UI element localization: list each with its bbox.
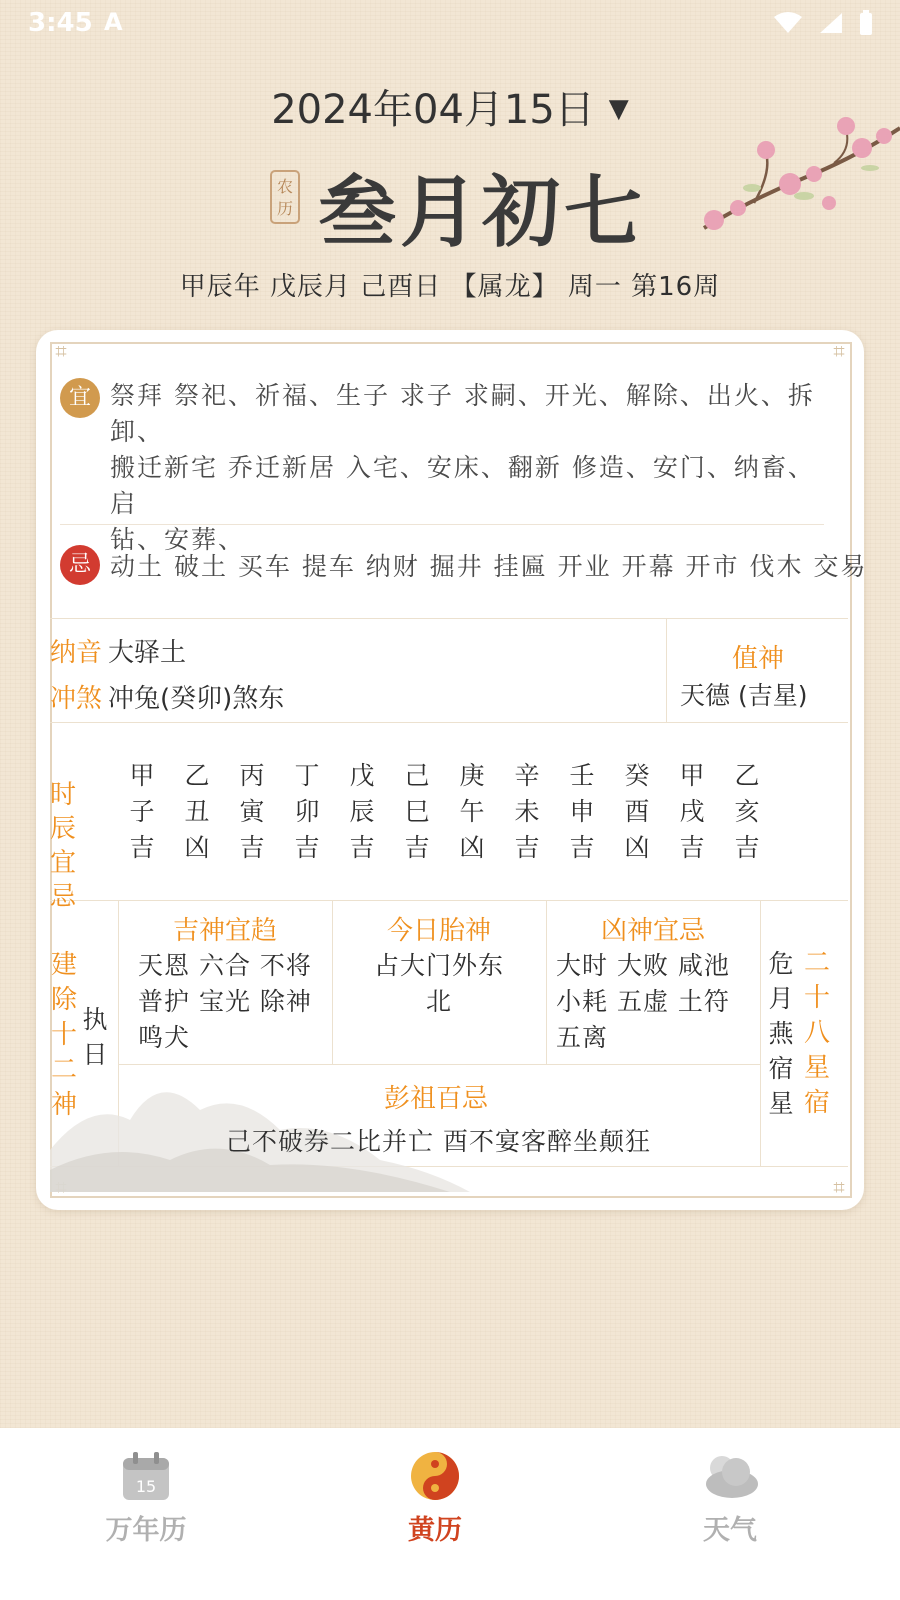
ji-text: 动土 破土 买车 提车 纳财 掘井 挂匾 开业 开幕 开市 伐木 交易 — [110, 552, 868, 581]
hour-stem: 丁 — [294, 761, 320, 790]
jianchu-char: 二 — [50, 1055, 77, 1085]
chongsha-value: 冲兔(癸卯)煞东 — [108, 684, 285, 714]
hour-stem: 甲 — [679, 761, 705, 790]
xiu-value-char: 月 — [768, 984, 794, 1013]
dropdown-caret-icon[interactable]: ▼ — [608, 94, 629, 124]
hour-luck: 凶 — [624, 833, 650, 862]
hour-luck: 吉 — [679, 833, 705, 862]
hour-branch: 酉 — [624, 797, 650, 826]
hour-stem: 壬 — [569, 761, 595, 790]
taishen-body — [332, 948, 546, 1020]
jishen-line: 鸣犬 — [138, 1023, 191, 1052]
grid-line — [666, 618, 667, 722]
corner-ornament: ⌗ — [55, 339, 67, 363]
wifi-icon — [773, 11, 803, 35]
hour-stem: 乙 — [184, 761, 210, 790]
status-bar — [0, 0, 900, 48]
xiu-label-char: 宿 — [803, 1088, 830, 1118]
grid-line — [50, 618, 848, 619]
pengzu-title: 彭祖百忌 — [383, 1084, 488, 1114]
hour-branch: 亥 — [734, 797, 760, 826]
xiongshen-line: 五离 — [556, 1023, 609, 1052]
jianchu-char: 十 — [50, 1020, 77, 1050]
shichen-label-line: 时辰 — [50, 780, 77, 844]
nav-item-weather[interactable] — [640, 1450, 820, 1547]
hour-stem: 戊 — [349, 761, 375, 790]
shichen-label-line: 宜忌 — [50, 848, 77, 912]
calendar-icon-day: 15 — [135, 1477, 157, 1496]
hour-column — [727, 758, 767, 866]
grid-line — [760, 900, 761, 1166]
hour-branch: 巳 — [404, 797, 430, 826]
hour-stem: 己 — [404, 761, 430, 790]
status-time: 3:45 — [28, 8, 93, 38]
xiu-label-char: 十 — [803, 983, 830, 1013]
hour-branch: 寅 — [239, 797, 265, 826]
nav-item-almanac[interactable] — [345, 1450, 525, 1547]
jianchu-char: 除 — [50, 985, 77, 1015]
hour-luck: 吉 — [569, 833, 595, 862]
xiongshen-line: 小耗 五虚 土符 — [556, 987, 730, 1016]
xiongshen-body — [556, 948, 756, 1056]
chongsha-label: 冲煞 — [50, 684, 103, 714]
hour-branch: 申 — [569, 797, 595, 826]
xiu-label-char: 二 — [803, 948, 830, 978]
nav-label-weather[interactable]: 天气 — [703, 1515, 757, 1546]
nayin-label: 纳音 — [50, 638, 103, 668]
xiu-label-char: 星 — [803, 1053, 830, 1083]
hour-column — [672, 758, 712, 866]
jishen-line: 天恩 六合 不将 — [138, 951, 312, 980]
hour-branch: 子 — [129, 797, 155, 826]
hour-column — [122, 758, 162, 866]
zhiri-char: 执 — [82, 1005, 108, 1034]
hour-column — [177, 758, 217, 866]
yi-text — [110, 378, 828, 558]
hour-column — [232, 758, 272, 866]
xiongshen-line: 大时 大败 咸池 — [556, 951, 730, 980]
hour-column — [452, 758, 492, 866]
hour-branch: 辰 — [349, 797, 375, 826]
corner-ornament: ⌗ — [833, 1175, 845, 1199]
taishen-line: 北 — [425, 987, 452, 1016]
hour-column — [287, 758, 327, 866]
hour-stem: 乙 — [734, 761, 760, 790]
hour-luck: 吉 — [514, 833, 540, 862]
shichen-label — [50, 778, 100, 914]
taishen-line: 占大门外东 — [373, 951, 504, 980]
hour-column — [342, 758, 382, 866]
xiu-value-char: 燕 — [768, 1019, 794, 1048]
pengzu-text: 己不破券二比并亡 酉不宴客醉坐颠狂 — [226, 1127, 651, 1156]
status-icons — [773, 8, 874, 36]
signal-icon — [818, 11, 844, 35]
xiu-label-char: 八 — [803, 1018, 830, 1048]
plum-blossom-decoration — [694, 108, 900, 248]
cloud-icon[interactable] — [700, 1450, 760, 1502]
jishen-line: 普护 宝光 除神 — [138, 987, 312, 1016]
hour-luck: 凶 — [459, 833, 485, 862]
jianchu-char: 建 — [50, 950, 77, 980]
nav-item-calendar[interactable] — [56, 1450, 236, 1547]
xiu-value — [766, 946, 796, 1121]
zhishen-label: 值神 — [732, 644, 785, 674]
taishen-title: 今日胎神 — [386, 916, 491, 946]
nongli-badge — [270, 170, 300, 224]
hour-luck: 吉 — [129, 833, 155, 862]
hour-branch: 戌 — [679, 797, 705, 826]
hour-luck: 吉 — [404, 833, 430, 862]
nav-label-almanac[interactable]: 黄历 — [408, 1515, 462, 1546]
nongli-badge-bottom: 历 — [276, 199, 293, 218]
hour-luck: 吉 — [294, 833, 320, 862]
yi-line: 祭拜 祭祀、祈福、生子 求子 求嗣、开光、解除、出火、拆卸、 — [110, 381, 815, 446]
corner-ornament: ⌗ — [833, 339, 845, 363]
hour-luck: 吉 — [734, 833, 760, 862]
calendar-icon[interactable] — [120, 1450, 172, 1502]
nav-label-calendar[interactable]: 万年历 — [105, 1515, 187, 1546]
xiu-value-char: 危 — [768, 949, 794, 978]
xiongshen-title: 凶神宜忌 — [600, 916, 705, 946]
zhishen-value: 天德 (吉星) — [680, 681, 808, 710]
hour-branch: 丑 — [184, 797, 210, 826]
grid-line — [50, 722, 848, 723]
lunar-date: 叁月初七 — [318, 167, 647, 258]
hour-branch: 未 — [514, 797, 540, 826]
hour-stem: 庚 — [459, 761, 485, 790]
hour-branch: 午 — [459, 797, 485, 826]
ganzhi-line: 甲辰年 戊辰月 己酉日 【属龙】 周一 第16周 — [179, 272, 721, 302]
bottom-nav — [0, 1428, 900, 1600]
zhiri-char: 日 — [82, 1040, 108, 1069]
hour-stem: 丙 — [239, 761, 265, 790]
hour-luck: 吉 — [349, 833, 375, 862]
hour-stem: 癸 — [624, 761, 650, 790]
jishen-title: 吉神宜趋 — [172, 916, 277, 946]
hour-luck: 凶 — [184, 833, 210, 862]
hour-column — [562, 758, 602, 866]
hour-stem: 甲 — [129, 761, 155, 790]
nongli-badge-top: 农 — [276, 177, 293, 196]
grid-line — [50, 900, 848, 901]
hour-column — [397, 758, 437, 866]
yinyang-icon[interactable] — [409, 1450, 461, 1502]
hour-column — [507, 758, 547, 866]
yi-line: 搬迁新宅 乔迁新居 入宅、安床、翻新 修造、安门、纳畜、启 — [110, 453, 815, 518]
nayin-value: 大驿土 — [108, 638, 187, 668]
xiu-value-char: 星 — [768, 1089, 794, 1118]
jianchu-char: 神 — [50, 1090, 77, 1120]
yi-line: 钻、安葬、 — [110, 525, 246, 554]
hours-table — [122, 758, 782, 870]
yi-badge: 宜 — [60, 378, 100, 418]
divider — [60, 524, 824, 525]
date-text[interactable]: 2024年04月15日 — [271, 87, 595, 133]
hour-stem: 辛 — [514, 761, 540, 790]
hour-column — [617, 758, 657, 866]
hour-branch: 卯 — [294, 797, 320, 826]
hour-luck: 吉 — [239, 833, 265, 862]
almanac-card — [36, 330, 868, 1210]
xiu-label — [802, 946, 832, 1121]
status-mode-icon: A — [104, 8, 123, 36]
battery-icon — [858, 10, 874, 36]
ji-badge: 忌 — [60, 545, 100, 585]
xiu-value-char: 宿 — [768, 1054, 794, 1083]
